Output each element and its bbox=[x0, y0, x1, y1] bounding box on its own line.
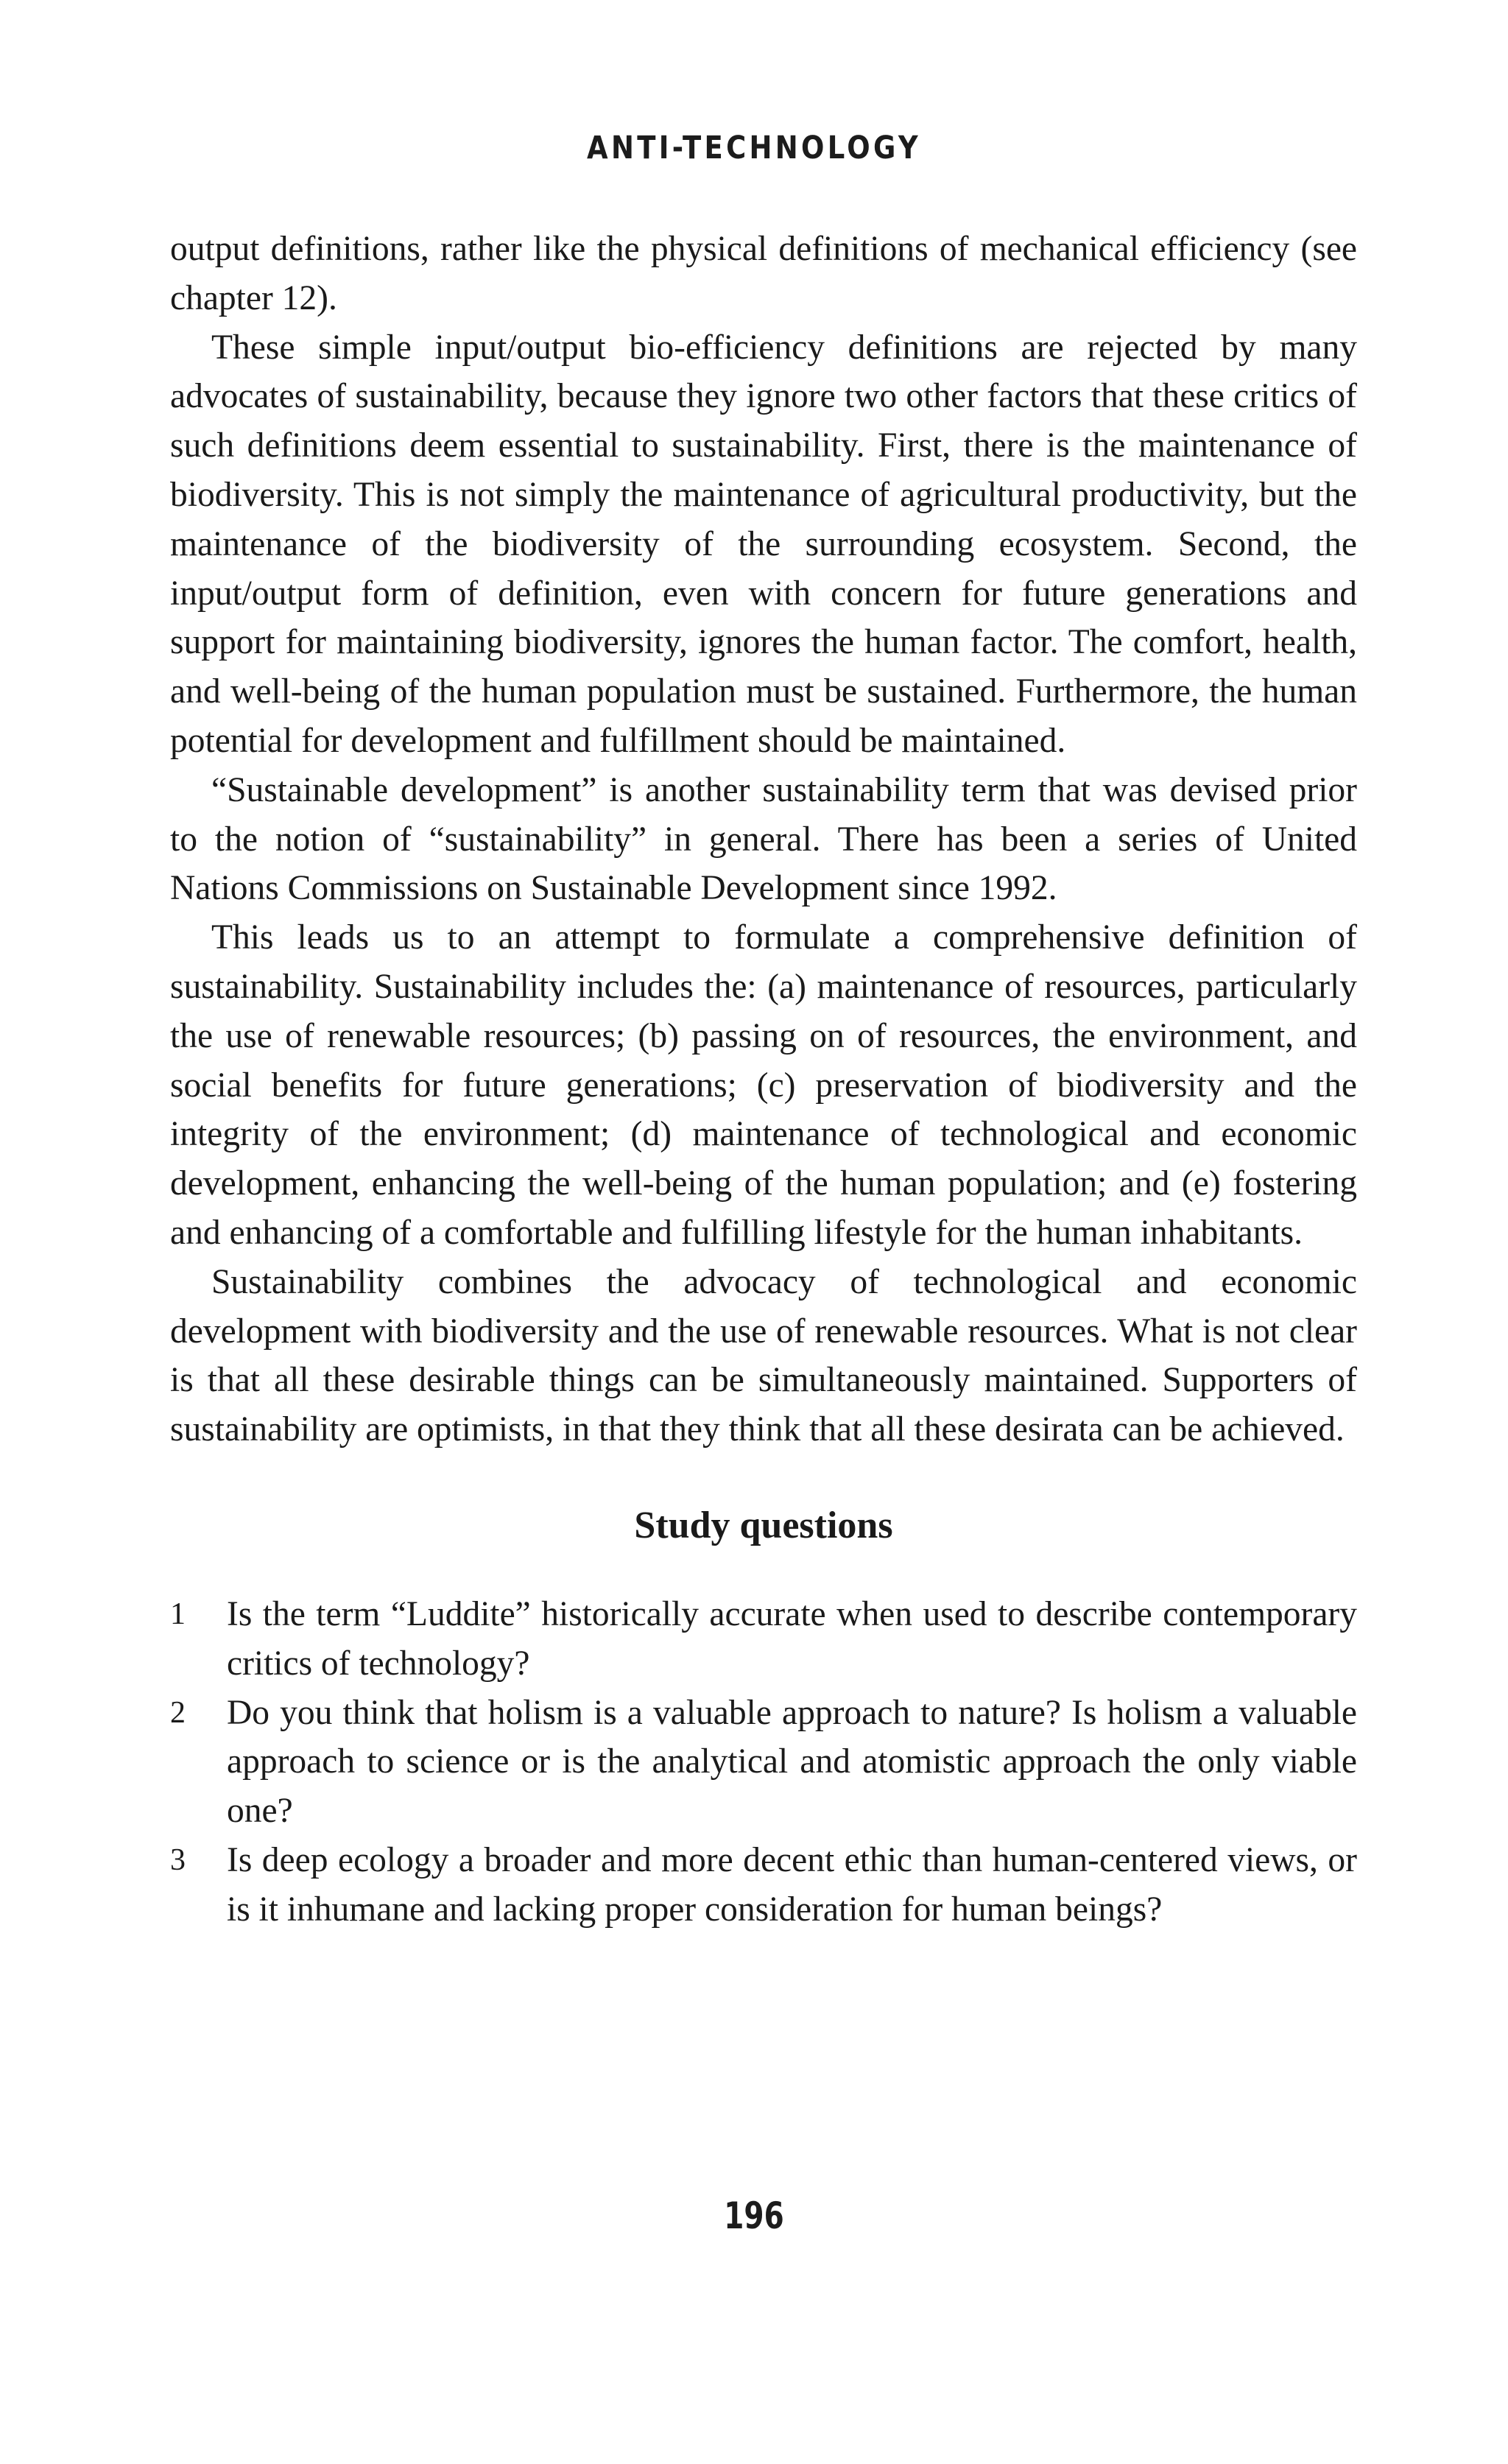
study-question-2 bbox=[170, 1689, 1357, 1836]
page-body bbox=[170, 225, 1357, 1935]
question-number: 1 bbox=[170, 1597, 186, 1631]
body-paragraph-4: This leads us to an attempt to formulate a comprehensive definition of sustainability. Sustainability includes the: (a) maintenance of resources, particularly the use of renewable resources; (b) passing on of resources, the environment, and social benefits for future generations; (c) preservation of biodiversity and the integrity of the environment; (d) maintenance of technological and economic development, enhancing the well-being of the human population; and (e) fostering and enhancing of a comfortable and fulfilling lifestyle for the human inhabitants. bbox=[170, 918, 1357, 1252]
question-text: Is the term “Luddite” historically accurate when used to describe contemporary critics of technology? bbox=[227, 1594, 1357, 1683]
study-question-1 bbox=[170, 1590, 1357, 1689]
study-question-3 bbox=[170, 1836, 1357, 1935]
question-number: 3 bbox=[170, 1842, 186, 1877]
body-paragraph-2: These simple input/output bio-efficiency definitions are rejected by many advocates of sustainability, because they ignore two other factors that these critics of such definitions deem essential to sustainability. First, there is the maintenance of biodiversity. This is not simply the maintenance of agricultural productivity, but the maintenance of the biodiversity of the surrounding ecosystem. Second, the input/output form of definition, even with concern for future generations and support for maintaining biodiversity, ignores the human factor. The comfort, health, and well-being of the human population must be sustained. Furthermore, the human potential for development and fulfillment should be maintained. bbox=[170, 328, 1357, 760]
study-questions-heading: Study questions bbox=[634, 1504, 893, 1546]
body-paragraph-3: “Sustainable development” is another sustainability term that was devised prior to the notion of “sustainability” in general. There has been a series of United Nations Commissions on Sustainable Development since 1992. bbox=[170, 770, 1357, 908]
question-text: Is deep ecology a broader and more decent ethic than human-centered views, or is it inhumane and lacking proper consideration for human beings? bbox=[227, 1840, 1357, 1929]
running-head-title: ANTI-TECHNOLOGY bbox=[587, 130, 921, 166]
body-paragraph-5: Sustainability combines the advocacy of technological and economic development with biodiversity and the use of renewable resources. What is not clear is that all these desirable things can be simultaneously maintained. Supporters of sustainability are optimists, in that they think that all these desirata can be achieved. bbox=[170, 1262, 1357, 1449]
study-questions-list bbox=[170, 1590, 1357, 1935]
question-text: Do you think that holism is a valuable approach to nature? Is holism a valuable approach to science or is the analytical and atomistic approach the only viable one? bbox=[227, 1693, 1357, 1831]
body-paragraph-1: output definitions, rather like the physical definitions of mechanical efficiency (see chapter 12). bbox=[170, 230, 1357, 317]
page-number: 196 bbox=[724, 2194, 784, 2237]
question-number: 2 bbox=[170, 1695, 186, 1730]
